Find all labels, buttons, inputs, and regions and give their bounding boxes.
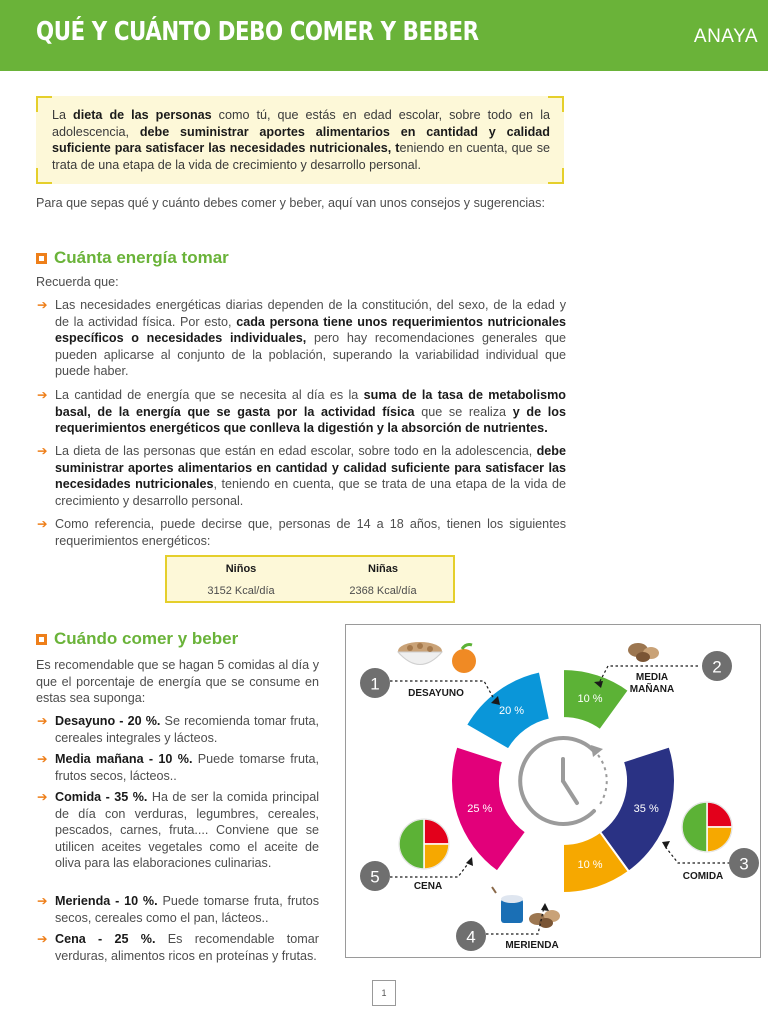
arrow-icon: ➔ (37, 752, 48, 766)
meal-badge-1 (360, 668, 390, 698)
arrow-icon: ➔ (37, 298, 48, 312)
data-label: 10 % (577, 859, 603, 872)
meal-label-merienda: MERIENDA (505, 940, 559, 951)
section-title-energia: Cuánta energía tomar (36, 248, 229, 268)
meal-label-desayuno: DESAYUNO (408, 688, 464, 699)
section-title-cuando: Cuándo comer y beber (36, 629, 238, 649)
arrow-icon: ➔ (37, 790, 48, 804)
bullet-energia-3: ➔ La dieta de las personas que están en edad escolar, sobre todo en la adolescencia, debe suministrar aportes alimentarios en cantidad y calidad suficiente para satisfacer las necesidades nutricionales, teniendo en cuenta, que se trata de una etapa de la vida de crecimiento y desarrollo personal. (37, 444, 566, 508)
plate-food-groups-icon (399, 819, 449, 869)
meal-number: 4 (466, 927, 476, 947)
intro-text: La dieta de las personas como tú, que estás en edad escolar, sobre todo en la adolescencia, debe suministrar aportes alimentarios en cantidad y calidad suficiente para satisfacer las necesidades nutricionales, teniendo en cuenta, que se trata de una etapa de la vida de crecimiento y desarrollo personal. (52, 108, 550, 172)
arrow-icon: ➔ (37, 932, 48, 946)
arrow-icon: ➔ (37, 894, 48, 908)
data-label: 10 % (577, 692, 603, 705)
section-square-icon (36, 634, 47, 645)
arrow-icon: ➔ (37, 444, 48, 458)
nuts-icon (529, 910, 560, 928)
lead-paragraph: Para que sepas qué y cuánto debes comer y beber, aquí van unos consejos y sugerencias: (36, 196, 545, 210)
intro-box (36, 96, 564, 184)
table-value-ninas: 2368 Kcal/día (349, 585, 417, 597)
arrow-icon: ➔ (37, 388, 48, 402)
plate-food-groups-icon (682, 802, 732, 852)
meal-number: 1 (370, 674, 380, 694)
meal-label-media: MEDIA (635, 672, 669, 683)
table-value-ninos: 3152 Kcal/día (207, 585, 275, 597)
page-number: 1 (372, 980, 396, 1006)
arrow-icon: ➔ (37, 517, 48, 531)
energy-requirements-table (165, 555, 455, 603)
yogurt-icon (492, 887, 523, 923)
meal-badge-2 (702, 651, 732, 681)
bowl-cereal-icon (398, 642, 442, 665)
nuts-icon (628, 643, 659, 662)
bullet-desayuno: ➔ Desayuno - 20 %. Se recomienda tomar fruta, cereales integrales y lácteos. (37, 714, 319, 745)
data-label: 20 % (499, 705, 525, 718)
meal-badge-4 (456, 921, 486, 951)
meal-number: 2 (712, 657, 722, 677)
bullet-energia-2: ➔ La cantidad de energía que se necesita al día es la suma de la tasa de metabolismo basal, de la energía que se gasta por la actividad física que se realiza y de los requerimientos energéticos que conlleva la digestión y la absorción de nutrientes. (37, 388, 566, 435)
recuerda-label: Recuerda que: (36, 275, 119, 289)
data-label: 25 % (467, 803, 493, 816)
bullet-energia-1: ➔ Las necesidades energéticas diarias dependen de la constitución, del sexo, de la edad y de la actividad física. Por esto, cada persona tiene unos requerimientos nutricionales específicos o necesidades individuales, pero hay recomendaciones generales que pueden aplicarse al conjunto de la población, superando la variabilidad individual que puede haber. (37, 298, 566, 378)
plate-segment (682, 802, 707, 852)
meal-label-cena: CENA (413, 881, 443, 892)
meal-badge-3 (729, 848, 759, 878)
bullet-comida: ➔ Comida - 35 %. Ha de ser la comida principal de día con verduras, legumbres, cereales, pescados, carnes, fruta.... Conviene que se utilicen aceites vegetales como el aceite de oliva para las elaboraciones culinarias. (37, 790, 319, 870)
page-title: QUÉ Y CUÁNTO DEBO COMER Y BEBER (36, 17, 479, 47)
cuando-intro: Es recomendable que se hagan 5 comidas al día y que el porcentaje de energía que se consume en estas sea suponga: (36, 658, 319, 705)
bullet-media-manana: ➔ Media mañana - 10 %. Puede tomarse fruta, frutos secos, lácteos.. (37, 752, 320, 783)
meals-diagram (345, 624, 761, 958)
meal-badge-5 (360, 861, 390, 891)
bullet-energia-4: ➔ Como referencia, puede decirse que, personas de 14 a 18 años, tienen los siguientes requerimientos energéticos: (37, 517, 566, 548)
meal-label-comida: COMIDA (682, 871, 724, 882)
meal-number: 5 (370, 867, 380, 887)
orange-icon (452, 645, 476, 674)
bullet-cena: ➔ Cena - 25 %. Es recomendable tomar verduras, alimentos ricos en proteínas y frutas. (37, 932, 319, 963)
publisher-logo: ANAYA (693, 26, 758, 47)
meal-label-manana: MAÑANA (629, 684, 675, 695)
arrow-icon: ➔ (37, 714, 48, 728)
section-square-icon (36, 253, 47, 264)
plate-segment (399, 819, 424, 869)
meals-ring-chart (346, 625, 760, 957)
data-label: 35 % (633, 803, 659, 816)
table-header-ninos: Niños (225, 563, 257, 575)
bullet-merienda: ➔ Merienda - 10 %. Puede tomarse fruta, frutos secos, cereales como el pan, lácteos.. (37, 894, 319, 925)
meal-number: 3 (739, 854, 749, 874)
table-header-ninas: Niñas (368, 563, 398, 575)
page-header (0, 0, 768, 71)
